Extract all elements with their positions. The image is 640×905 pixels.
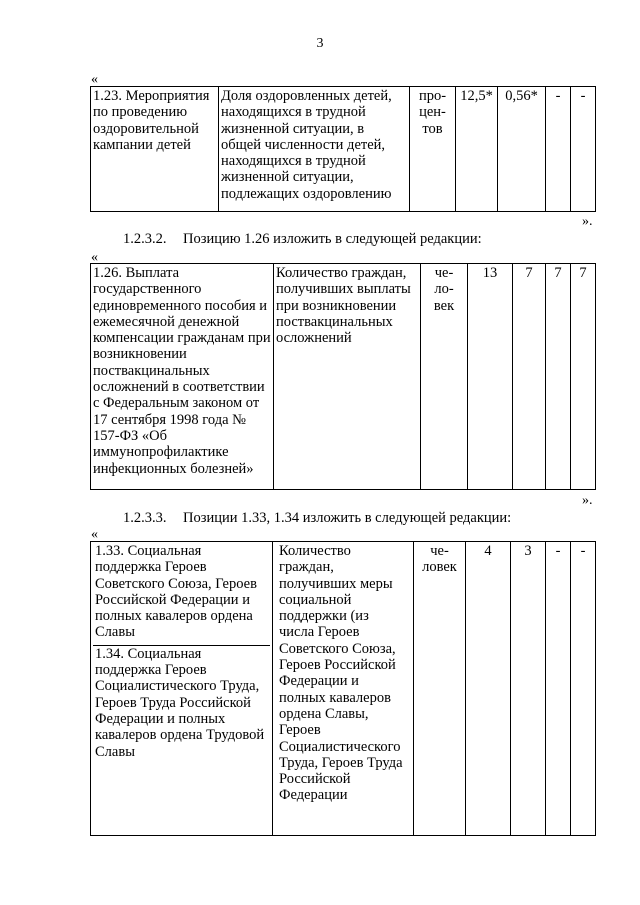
unit: че- ловек [414,542,466,836]
close-quote: ». [582,493,593,508]
value-cell: 0,56* [498,87,546,212]
position-name-1-33: 1.33. Социальная поддержка Героев Советского Союза, Героев Российской Федерации и полных кавалеров ордена Славы [95,543,257,641]
close-quote: ». [582,214,593,229]
unit: про- цен- тов [410,87,456,212]
value-cell: 4 [466,542,511,836]
value-cell: 7 [546,264,571,490]
value-cell: - [546,542,571,836]
paragraph-1-2-3-3 [123,510,511,527]
position-names [91,542,273,836]
value-cell: - [571,87,596,212]
value-cell: 7 [571,264,596,490]
open-quote: « [91,527,98,542]
value-cell: 13 [468,264,513,490]
open-quote: « [91,72,98,87]
paragraph-text: Позиции 1.33, 1.34 изложить в следующей редакции: [183,510,512,526]
unit: че- ло- век [421,264,468,490]
page-number: 3 [316,36,324,51]
paragraph-1-2-3-2 [123,231,482,248]
table-row [91,87,596,212]
indicator-name: Количество граждан, получивших меры социальной поддержки (из числа Героев Советского Союза, Героев Российской Федерации и полных кавалеров ордена Славы, Героев Социалистического Труда, Героев Труда Российской Федерации [273,542,414,836]
value-cell: - [546,87,571,212]
table-position-1-26 [90,263,596,490]
table-positions-1-33-1-34 [90,541,596,836]
value-cell: 7 [513,264,546,490]
open-quote: « [91,250,98,265]
value-cell: - [571,542,596,836]
position-name-1-34: 1.34. Социальная поддержка Героев Социалистического Труда, Героев Труда Российской Федерации и полных кавалеров ордена Трудовой Славы [93,645,270,760]
indicator-name: Доля оздоровленных детей, находящихся в трудной жизненной ситуации, в общей численности детей, находящихся в трудной жизненной ситуации, подлежащих оздоровлению [219,87,410,212]
indicator-name: Количество граждан, получивших выплаты при возникновении поствакцинальных осложнений [274,264,421,490]
paragraph-text: Позицию 1.26 изложить в следующей редакции: [183,231,482,247]
table-row [91,264,596,490]
value-cell: 12,5* [456,87,498,212]
table-row [91,542,596,836]
position-name: 1.26. Выплата государственного единовременного пособия и ежемесячной денежной компенсации гражданам при возникновении поствакцинальных осложнений в соответствии с Федеральным законом от 17 сентября 1998 года № 157-ФЗ «Об иммунопрофилактике инфекционных болезней» [91,264,274,490]
value-cell: 3 [511,542,546,836]
paragraph-number: 1.2.3.2. [123,231,167,247]
position-name: 1.23. Мероприятия по проведению оздоровительной кампании детей [91,87,219,212]
table-position-1-23 [90,86,596,212]
paragraph-number: 1.2.3.3. [123,510,167,526]
